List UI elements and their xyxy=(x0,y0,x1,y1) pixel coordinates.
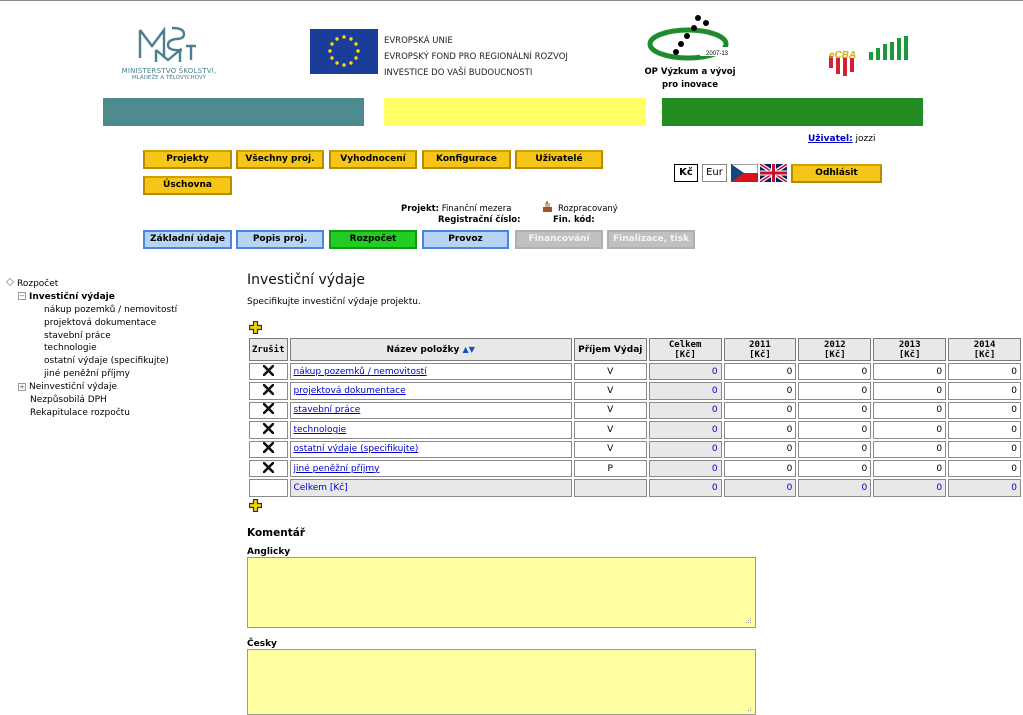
logout-button[interactable]: Odhlásit xyxy=(791,164,882,183)
add-item-icon[interactable] xyxy=(249,321,262,334)
tree-item-neinvesticni-vydaje[interactable]: Neinvestiční výdaje xyxy=(29,382,117,393)
item-name-link[interactable]: ostatní výdaje (specifikujte) xyxy=(293,444,419,455)
nav-konfigurace-button[interactable]: Konfigurace xyxy=(422,150,511,169)
item-2014: 0 xyxy=(948,363,1021,380)
col-2012 xyxy=(798,338,871,361)
sum-2011: 0 xyxy=(724,479,797,496)
expand-icon[interactable]: + xyxy=(19,382,25,391)
item-2011: 0 xyxy=(724,363,797,380)
delete-icon[interactable] xyxy=(263,442,274,456)
user-link[interactable]: Uživatel: xyxy=(808,134,853,144)
budget-tree xyxy=(6,278,177,420)
tree-item-child[interactable]: projektová dokumentace xyxy=(44,317,157,328)
item-2014: 0 xyxy=(948,382,1021,399)
currency-eur-button[interactable]: Eur xyxy=(702,164,727,182)
item-type: V xyxy=(574,421,647,438)
delete-cell xyxy=(249,441,288,458)
item-name-link[interactable]: nákup pozemků / nemovitostí xyxy=(293,366,427,377)
items-table xyxy=(247,338,1023,497)
delete-cell xyxy=(249,421,288,438)
currency-czk-button[interactable]: Kč xyxy=(674,164,698,182)
item-2011: 0 xyxy=(724,441,797,458)
eu-flag-icon xyxy=(310,29,378,74)
col-celkem-unit: [Kč] xyxy=(674,349,696,360)
col-prijem-vydaj: Příjem Výdaj xyxy=(574,338,647,361)
item-2013: 0 xyxy=(873,363,946,380)
item-2012: 0 xyxy=(798,382,871,399)
sum-2012: 0 xyxy=(798,479,871,496)
msmt-line2: MLÁDEŽE A TĚLOVÝCHOVY xyxy=(132,75,206,81)
col-celkem xyxy=(649,338,722,361)
col-2012-label: 2012 xyxy=(823,339,846,350)
item-2011: 0 xyxy=(724,382,797,399)
table-row xyxy=(249,382,1021,399)
item-name-link[interactable]: technologie xyxy=(293,424,347,435)
page-subtitle: Specifikujte investiční výdaje projektu. xyxy=(247,297,421,307)
tree-item-rekapitulace[interactable]: Rekapitulace rozpočtu xyxy=(30,407,130,418)
col-2013-unit: [Kč] xyxy=(898,349,921,360)
english-comment-textarea[interactable] xyxy=(247,557,756,628)
item-2014: 0 xyxy=(948,421,1021,438)
item-name-cell xyxy=(290,421,572,438)
op-line-2: pro inovace xyxy=(662,80,718,90)
item-total: 0 xyxy=(649,382,722,399)
item-2013: 0 xyxy=(873,441,946,458)
sum-2013: 0 xyxy=(873,479,946,496)
sum-total: 0 xyxy=(649,479,722,496)
top-border xyxy=(0,0,1023,1)
sort-icon[interactable]: ▲▼ xyxy=(462,344,475,354)
item-type: V xyxy=(574,402,647,419)
project-name: Finanční mezera xyxy=(441,204,512,214)
delete-cell xyxy=(249,460,288,477)
item-name-link[interactable]: jiné peněžní příjmy xyxy=(293,463,380,474)
delete-icon[interactable] xyxy=(263,384,274,398)
item-type: V xyxy=(574,363,647,380)
item-2012: 0 xyxy=(798,402,871,419)
tree-item-child[interactable]: nákup pozemků / nemovitostí xyxy=(44,304,178,315)
item-name-link[interactable]: stavební práce xyxy=(293,405,361,416)
item-type: V xyxy=(574,382,647,399)
add-item-icon-bottom[interactable] xyxy=(249,499,262,512)
item-2014: 0 xyxy=(948,441,1021,458)
sum-row xyxy=(249,479,1021,496)
item-2011: 0 xyxy=(724,460,797,477)
ecba-text: eCBA xyxy=(829,50,857,61)
msmt-mark-icon xyxy=(134,24,204,64)
item-type: V xyxy=(574,441,647,458)
delete-cell xyxy=(249,382,288,399)
col-2011 xyxy=(724,338,797,361)
col-nazev-label: Název položky xyxy=(386,344,460,355)
item-name-cell xyxy=(290,363,572,380)
item-name-cell xyxy=(290,382,572,399)
item-2012: 0 xyxy=(798,441,871,458)
uk-flag-icon[interactable] xyxy=(760,164,787,182)
item-2011: 0 xyxy=(724,421,797,438)
tree-item-rozpocet[interactable]: Rozpočet xyxy=(17,279,59,289)
eu-line-3: INVESTICE DO VAŠÍ BUDOUCNOSTI xyxy=(384,68,533,78)
item-2012: 0 xyxy=(798,460,871,477)
item-2014: 0 xyxy=(948,402,1021,419)
comment-heading: Komentář xyxy=(247,527,305,539)
sum-blank xyxy=(249,479,288,496)
table-row xyxy=(249,441,1021,458)
item-name-cell xyxy=(290,402,572,419)
col-zrusit: Zrušit xyxy=(249,338,288,361)
tree-item-child[interactable]: stavební práce xyxy=(44,330,111,341)
header-bar-yellow xyxy=(384,98,646,126)
delete-icon[interactable] xyxy=(263,423,274,437)
sum-label: Celkem [Kč] xyxy=(290,479,572,496)
ecba-logo xyxy=(825,34,913,78)
nav-uschovna-button[interactable]: Úschovna xyxy=(143,176,232,195)
item-2012: 0 xyxy=(798,421,871,438)
tree-root-icon xyxy=(6,278,14,286)
project-status: Rozpracovaný xyxy=(558,204,618,214)
item-total: 0 xyxy=(649,460,722,477)
delete-cell xyxy=(249,363,288,380)
czech-flag-icon[interactable] xyxy=(731,164,758,182)
header-bar-teal xyxy=(103,98,364,126)
table-row xyxy=(249,460,1021,477)
table-row xyxy=(249,402,1021,419)
eu-line-1: EVROPSKÁ UNIE xyxy=(384,36,453,46)
tab-financovani[interactable]: Financování xyxy=(515,230,603,249)
op-text xyxy=(640,66,740,92)
eu-text xyxy=(384,33,568,81)
tree-item-child[interactable]: ostatní výdaje (specifikujte) xyxy=(44,356,169,367)
op-years: 2007-13 xyxy=(705,51,729,57)
item-2011: 0 xyxy=(724,402,797,419)
tab-zakladni-udaje[interactable]: Základní údaje xyxy=(143,230,232,249)
col-2014-unit: [Kč] xyxy=(973,349,996,360)
item-total: 0 xyxy=(649,363,722,380)
project-info xyxy=(401,204,511,214)
item-2012: 0 xyxy=(798,363,871,380)
czech-label: Česky xyxy=(247,639,277,649)
delete-icon[interactable] xyxy=(263,462,274,476)
page-title: Investiční výdaje xyxy=(247,272,366,288)
resize-grip-icon[interactable] xyxy=(744,706,752,714)
table-row xyxy=(249,421,1021,438)
fin-code-label: Fin. kód: xyxy=(553,215,595,225)
item-total: 0 xyxy=(649,402,722,419)
item-type: P xyxy=(574,460,647,477)
item-2014: 0 xyxy=(948,460,1021,477)
item-name-link[interactable]: projektová dokumentace xyxy=(293,386,406,397)
op-line-1: OP Výzkum a vývoj xyxy=(644,67,736,77)
msmt-line1: MINISTERSTVO ŠKOLSTVÍ, xyxy=(121,67,217,75)
item-2013: 0 xyxy=(873,402,946,419)
tab-finalizace-tisk[interactable]: Finalizace, tisk xyxy=(607,230,695,249)
tab-rozpocet[interactable]: Rozpočet xyxy=(329,230,417,249)
tab-provoz[interactable]: Provoz xyxy=(422,230,509,249)
item-name-cell xyxy=(290,460,572,477)
delete-icon[interactable] xyxy=(263,365,274,379)
sum-2014: 0 xyxy=(948,479,1021,496)
col-2011-unit: [Kč] xyxy=(749,349,771,360)
delete-icon[interactable] xyxy=(263,403,274,417)
msmt-logo xyxy=(108,24,230,88)
tree-item-child[interactable]: technologie xyxy=(44,343,97,354)
user-name: jozzi xyxy=(855,134,876,144)
item-name-cell xyxy=(290,441,572,458)
czech-comment-textarea[interactable] xyxy=(247,649,756,715)
col-2013-label: 2013 xyxy=(898,339,921,350)
col-2014-label: 2014 xyxy=(973,339,996,350)
tree-item-nezpusobila-dph[interactable]: Nezpůsobilá DPH xyxy=(30,395,107,406)
user-info xyxy=(808,134,876,144)
delete-cell xyxy=(249,402,288,419)
nav-vyhodnoceni-button[interactable]: Vyhodnocení xyxy=(329,150,417,169)
resize-grip-icon[interactable] xyxy=(744,616,752,624)
tab-popis-proj[interactable]: Popis proj. xyxy=(236,230,324,249)
item-total: 0 xyxy=(649,421,722,438)
english-label: Anglicky xyxy=(247,547,291,557)
col-2011-label: 2011 xyxy=(749,339,771,350)
col-2014 xyxy=(948,338,1021,361)
nav-vsechny-proj-button[interactable]: Všechny proj. xyxy=(236,150,324,169)
project-label: Projekt: xyxy=(401,204,440,214)
col-celkem-label: Celkem xyxy=(668,339,702,350)
status-icon xyxy=(542,201,553,213)
collapse-icon[interactable]: − xyxy=(19,292,25,301)
tree-item-investicni-vydaje[interactable]: Investiční výdaje xyxy=(29,291,115,302)
table-row xyxy=(249,363,1021,380)
tree-item-child[interactable]: jiné peněžní příjmy xyxy=(44,369,130,380)
col-nazev[interactable] xyxy=(290,338,572,361)
nav-uzivatele-button[interactable]: Uživatelé xyxy=(515,150,603,169)
col-2013 xyxy=(873,338,946,361)
reg-number-label: Registrační číslo: xyxy=(438,215,521,225)
nav-projekty-button[interactable]: Projekty xyxy=(143,150,232,169)
item-2013: 0 xyxy=(873,421,946,438)
sum-type xyxy=(574,479,647,496)
item-2013: 0 xyxy=(873,382,946,399)
item-2013: 0 xyxy=(873,460,946,477)
item-total: 0 xyxy=(649,441,722,458)
eu-line-2: EVROPSKÝ FOND PRO REGIONÁLNÍ ROZVOJ xyxy=(384,52,568,62)
col-2012-unit: [Kč] xyxy=(823,349,846,360)
header-bar-green xyxy=(662,98,923,126)
